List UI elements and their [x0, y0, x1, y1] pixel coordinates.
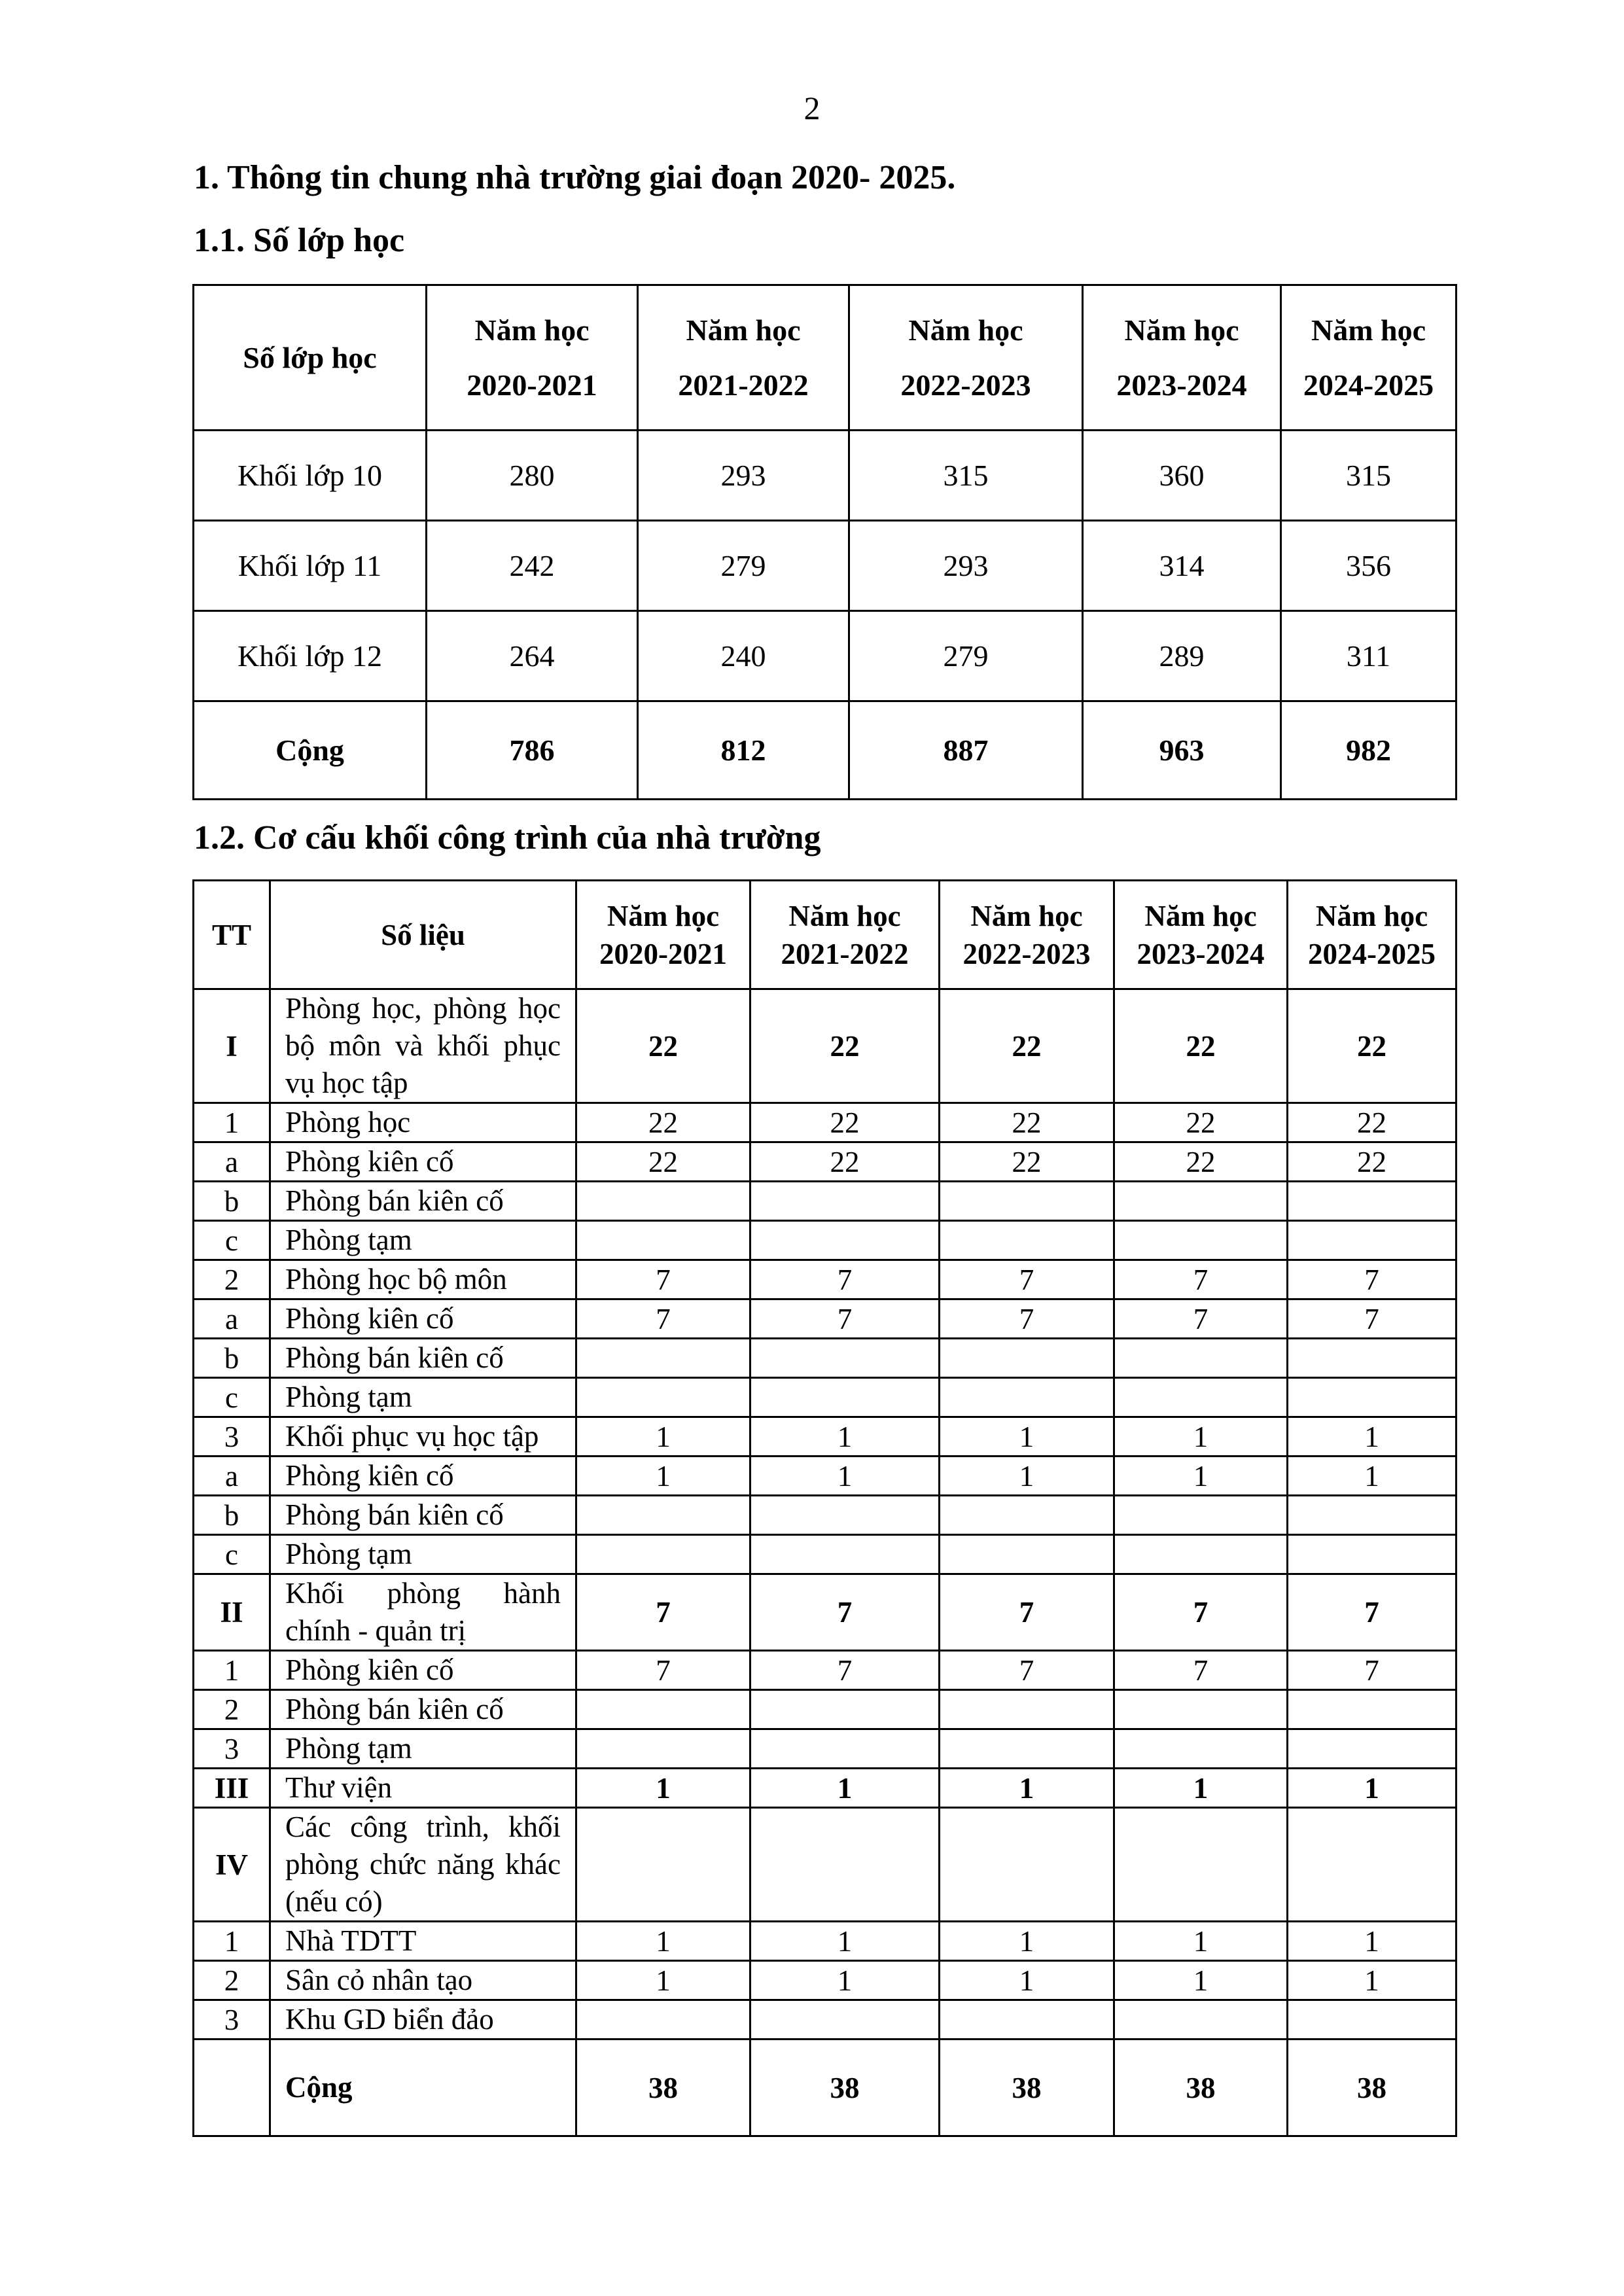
row-index: 3 [194, 1729, 270, 1769]
table-row [194, 1729, 1456, 1769]
table-row [194, 1182, 1456, 1221]
table-cell [576, 1690, 750, 1729]
row-label: Phòng kiên cố [270, 1142, 576, 1182]
row-label: Khối phòng hành chính - quản trị [270, 1574, 576, 1651]
table-cell: 1 [1288, 1922, 1456, 1961]
column-header: Năm học 2020-2021 [427, 285, 638, 431]
table-cell [940, 1339, 1114, 1378]
table-cell: 1 [940, 1961, 1114, 2000]
table-cell: 1 [576, 1961, 750, 2000]
table-cell: 311 [1281, 611, 1456, 701]
table-cell [940, 2000, 1114, 2040]
row-index: b [194, 1182, 270, 1221]
table-cell: 7 [940, 1574, 1114, 1651]
table-cell: 1 [1114, 1457, 1288, 1496]
column-header: Năm học 2024-2025 [1288, 881, 1456, 989]
table-cell: 22 [1288, 1142, 1456, 1182]
row-label: Khối lớp 11 [194, 521, 427, 611]
table-cell: 7 [940, 1651, 1114, 1690]
table-cell [576, 1339, 750, 1378]
table-row [194, 1574, 1456, 1651]
table-cell: 7 [576, 1651, 750, 1690]
table-cell: 279 [849, 611, 1083, 701]
row-label: Phòng học [270, 1103, 576, 1142]
table-cell: 22 [940, 1103, 1114, 1142]
table-cell: 1 [576, 1769, 750, 1808]
row-label: Khối lớp 10 [194, 431, 427, 521]
table-row [194, 1339, 1456, 1378]
table-cell: 315 [849, 431, 1083, 521]
section-heading-class-count: 1.1. Số lớp học [194, 222, 405, 259]
row-label: Cộng [194, 701, 427, 800]
column-header: Số lớp học [194, 285, 427, 431]
table-cell: 1 [750, 1457, 940, 1496]
table-cell [576, 1378, 750, 1417]
row-label: Phòng tạm [270, 1378, 576, 1417]
table-row [194, 1260, 1456, 1299]
table-cell: 7 [576, 1299, 750, 1339]
table-cell: 22 [940, 1142, 1114, 1182]
table-cell [576, 1496, 750, 1535]
row-index: c [194, 1221, 270, 1260]
table-row [194, 431, 1456, 521]
table-cell: 360 [1083, 431, 1281, 521]
table-cell: 289 [1083, 611, 1281, 701]
table-cell: 1 [940, 1922, 1114, 1961]
row-index: 3 [194, 1417, 270, 1457]
table-cell [1114, 1535, 1288, 1574]
row-label: Phòng kiên cố [270, 1651, 576, 1690]
table-cell: 7 [1114, 1574, 1288, 1651]
row-index: a [194, 1457, 270, 1496]
table-cell [1114, 1496, 1288, 1535]
table-cell: 1 [576, 1457, 750, 1496]
row-label: Phòng bán kiên cố [270, 1690, 576, 1729]
table-cell [1114, 1339, 1288, 1378]
table-cell: 1 [1114, 1961, 1288, 2000]
row-index: 2 [194, 1260, 270, 1299]
table-cell [1288, 1729, 1456, 1769]
table-cell [1114, 1182, 1288, 1221]
row-index: 1 [194, 1103, 270, 1142]
row-label: Phòng học, phòng học bộ môn và khối phục vụ học tập [270, 989, 576, 1103]
row-index: III [194, 1769, 270, 1808]
table-cell: 38 [576, 2040, 750, 2136]
table-cell: 22 [1288, 989, 1456, 1103]
table-cell [940, 1690, 1114, 1729]
row-index: 1 [194, 1922, 270, 1961]
table-cell [750, 1182, 940, 1221]
section-heading-general-info: 1. Thông tin chung nhà trường giai đoạn 2020- 2025. [194, 159, 956, 196]
row-label: Sân cỏ nhân tạo [270, 1961, 576, 2000]
table-cell [1114, 2000, 1288, 2040]
table-cell: 1 [940, 1457, 1114, 1496]
table-cell [1288, 1221, 1456, 1260]
building-structure-table [192, 879, 1457, 2137]
row-label: Phòng tạm [270, 1535, 576, 1574]
table-cell: 7 [1114, 1299, 1288, 1339]
table-cell: 1 [1288, 1769, 1456, 1808]
row-index: 3 [194, 2000, 270, 2040]
table-cell: 22 [750, 989, 940, 1103]
table-row [194, 1221, 1456, 1260]
table-cell: 7 [940, 1299, 1114, 1339]
table-cell: 1 [940, 1417, 1114, 1457]
table-cell: 22 [750, 1103, 940, 1142]
row-index: 2 [194, 1690, 270, 1729]
table-cell: 38 [1114, 2040, 1288, 2136]
table-cell: 1 [576, 1922, 750, 1961]
table-cell [1288, 2000, 1456, 2040]
row-label: Phòng tạm [270, 1221, 576, 1260]
table-cell: 356 [1281, 521, 1456, 611]
row-index: c [194, 1535, 270, 1574]
table-cell: 22 [576, 989, 750, 1103]
table-cell: 1 [576, 1417, 750, 1457]
table-cell [750, 1690, 940, 1729]
table-cell: 293 [638, 431, 849, 521]
table-cell: 293 [849, 521, 1083, 611]
row-label: Phòng kiên cố [270, 1457, 576, 1496]
table-cell [1288, 1535, 1456, 1574]
table-cell: 1 [1114, 1417, 1288, 1457]
row-index: IV [194, 1808, 270, 1922]
table-cell [1288, 1808, 1456, 1922]
table-cell [1288, 1339, 1456, 1378]
table-cell [576, 1729, 750, 1769]
table-cell: 1 [1114, 1922, 1288, 1961]
table-cell: 22 [576, 1103, 750, 1142]
table-cell: 7 [1288, 1574, 1456, 1651]
table-row [194, 1299, 1456, 1339]
row-label: Khu GD biển đảo [270, 2000, 576, 2040]
section-heading-building-structure: 1.2. Cơ cấu khối công trình của nhà trường [194, 819, 821, 857]
row-label: Các công trình, khối phòng chức năng khác (nếu có) [270, 1808, 576, 1922]
table-cell [1114, 1221, 1288, 1260]
table-cell [1288, 1378, 1456, 1417]
row-label: Khối lớp 12 [194, 611, 427, 701]
row-index: I [194, 989, 270, 1103]
table-cell [940, 1221, 1114, 1260]
table-cell: 982 [1281, 701, 1456, 800]
table-cell: 38 [750, 2040, 940, 2136]
column-header: Năm học 2023-2024 [1114, 881, 1288, 989]
table-cell [750, 1808, 940, 1922]
table-cell [750, 1221, 940, 1260]
table-cell: 1 [750, 1417, 940, 1457]
row-label: Cộng [270, 2040, 576, 2136]
table-row [194, 1808, 1456, 1922]
table-cell: 22 [576, 1142, 750, 1182]
table-cell: 1 [1288, 1417, 1456, 1457]
table-cell: 38 [940, 2040, 1114, 2136]
table-cell [576, 1535, 750, 1574]
table-cell [576, 1808, 750, 1922]
row-index: b [194, 1496, 270, 1535]
table-cell: 280 [427, 431, 638, 521]
table-cell: 22 [1288, 1103, 1456, 1142]
table-cell: 22 [750, 1142, 940, 1182]
column-header: Năm học 2023-2024 [1083, 285, 1281, 431]
column-header: Số liệu [270, 881, 576, 989]
table-total-row [194, 701, 1456, 800]
table-cell [1114, 1690, 1288, 1729]
table-cell: 7 [1288, 1651, 1456, 1690]
row-index: 2 [194, 1961, 270, 2000]
table-cell: 22 [1114, 1103, 1288, 1142]
column-header: Năm học 2022-2023 [940, 881, 1114, 989]
table-cell: 1 [750, 1922, 940, 1961]
table-row [194, 989, 1456, 1103]
table-row [194, 1922, 1456, 1961]
table-cell: 38 [1288, 2040, 1456, 2136]
table-row [194, 1690, 1456, 1729]
table-cell [576, 2000, 750, 2040]
row-label: Khối phục vụ học tập [270, 1417, 576, 1457]
table-row [194, 521, 1456, 611]
table-row [194, 1651, 1456, 1690]
row-label: Thư viện [270, 1769, 576, 1808]
table-cell [750, 1496, 940, 1535]
table-header-row [194, 285, 1456, 431]
table-cell: 812 [638, 701, 849, 800]
table-cell: 22 [1114, 989, 1288, 1103]
row-label: Phòng học bộ môn [270, 1260, 576, 1299]
table-cell [750, 1535, 940, 1574]
table-row [194, 1378, 1456, 1417]
table-cell [940, 1808, 1114, 1922]
row-label: Phòng tạm [270, 1729, 576, 1769]
row-label: Phòng bán kiên cố [270, 1182, 576, 1221]
table-cell: 1 [750, 1769, 940, 1808]
table-row [194, 1142, 1456, 1182]
column-header: Năm học 2021-2022 [638, 285, 849, 431]
table-cell [1114, 1729, 1288, 1769]
table-row [194, 1496, 1456, 1535]
table-cell: 1 [940, 1769, 1114, 1808]
table-cell [750, 1729, 940, 1769]
table-cell: 7 [1114, 1260, 1288, 1299]
table-cell: 314 [1083, 521, 1281, 611]
table-cell: 1 [1288, 1961, 1456, 2000]
table-cell: 1 [750, 1961, 940, 2000]
row-index: a [194, 1299, 270, 1339]
table-cell [1288, 1690, 1456, 1729]
table-cell [750, 2000, 940, 2040]
table-cell: 887 [849, 701, 1083, 800]
table-cell: 240 [638, 611, 849, 701]
table-cell: 1 [1288, 1457, 1456, 1496]
table-cell [576, 1221, 750, 1260]
table-cell: 7 [750, 1574, 940, 1651]
table-cell: 264 [427, 611, 638, 701]
table-row [194, 611, 1456, 701]
table-cell: 7 [1114, 1651, 1288, 1690]
column-header: Năm học 2020-2021 [576, 881, 750, 989]
table-cell: 7 [576, 1260, 750, 1299]
table-cell [940, 1729, 1114, 1769]
row-index: b [194, 1339, 270, 1378]
table-row [194, 1417, 1456, 1457]
table-row [194, 1103, 1456, 1142]
table-cell: 1 [1114, 1769, 1288, 1808]
table-cell: 7 [1288, 1260, 1456, 1299]
table-cell [576, 1182, 750, 1221]
row-label: Phòng kiên cố [270, 1299, 576, 1339]
table-cell: 279 [638, 521, 849, 611]
table-row [194, 1457, 1456, 1496]
table-row [194, 2000, 1456, 2040]
class-count-table [192, 284, 1457, 800]
table-cell: 242 [427, 521, 638, 611]
row-index: 1 [194, 1651, 270, 1690]
table-cell [940, 1378, 1114, 1417]
table-cell [940, 1496, 1114, 1535]
table-cell: 22 [1114, 1142, 1288, 1182]
table-cell: 7 [750, 1260, 940, 1299]
table-cell [1114, 1808, 1288, 1922]
row-index: II [194, 1574, 270, 1651]
table-cell: 7 [576, 1574, 750, 1651]
row-label: Phòng bán kiên cố [270, 1339, 576, 1378]
row-index: a [194, 1142, 270, 1182]
table-cell [1288, 1182, 1456, 1221]
page-number: 2 [803, 90, 821, 126]
table-header-row [194, 881, 1456, 989]
table-row [194, 1769, 1456, 1808]
table-cell: 7 [750, 1651, 940, 1690]
table-cell [750, 1378, 940, 1417]
table-cell [1114, 1378, 1288, 1417]
table-cell [750, 1339, 940, 1378]
table-cell: 315 [1281, 431, 1456, 521]
table-total-row [194, 2040, 1456, 2136]
row-index [194, 2040, 270, 2136]
table-row [194, 1535, 1456, 1574]
table-cell: 22 [940, 989, 1114, 1103]
column-header: Năm học 2021-2022 [750, 881, 940, 989]
table-cell: 7 [750, 1299, 940, 1339]
table-cell: 7 [940, 1260, 1114, 1299]
row-index: c [194, 1378, 270, 1417]
row-label: Phòng bán kiên cố [270, 1496, 576, 1535]
column-header: TT [194, 881, 270, 989]
column-header: Năm học 2022-2023 [849, 285, 1083, 431]
table-cell: 7 [1288, 1299, 1456, 1339]
table-cell: 786 [427, 701, 638, 800]
table-cell [940, 1535, 1114, 1574]
row-label: Nhà TDTT [270, 1922, 576, 1961]
table-cell [940, 1182, 1114, 1221]
column-header: Năm học 2024-2025 [1281, 285, 1456, 431]
table-cell [1288, 1496, 1456, 1535]
table-cell: 963 [1083, 701, 1281, 800]
table-row [194, 1961, 1456, 2000]
